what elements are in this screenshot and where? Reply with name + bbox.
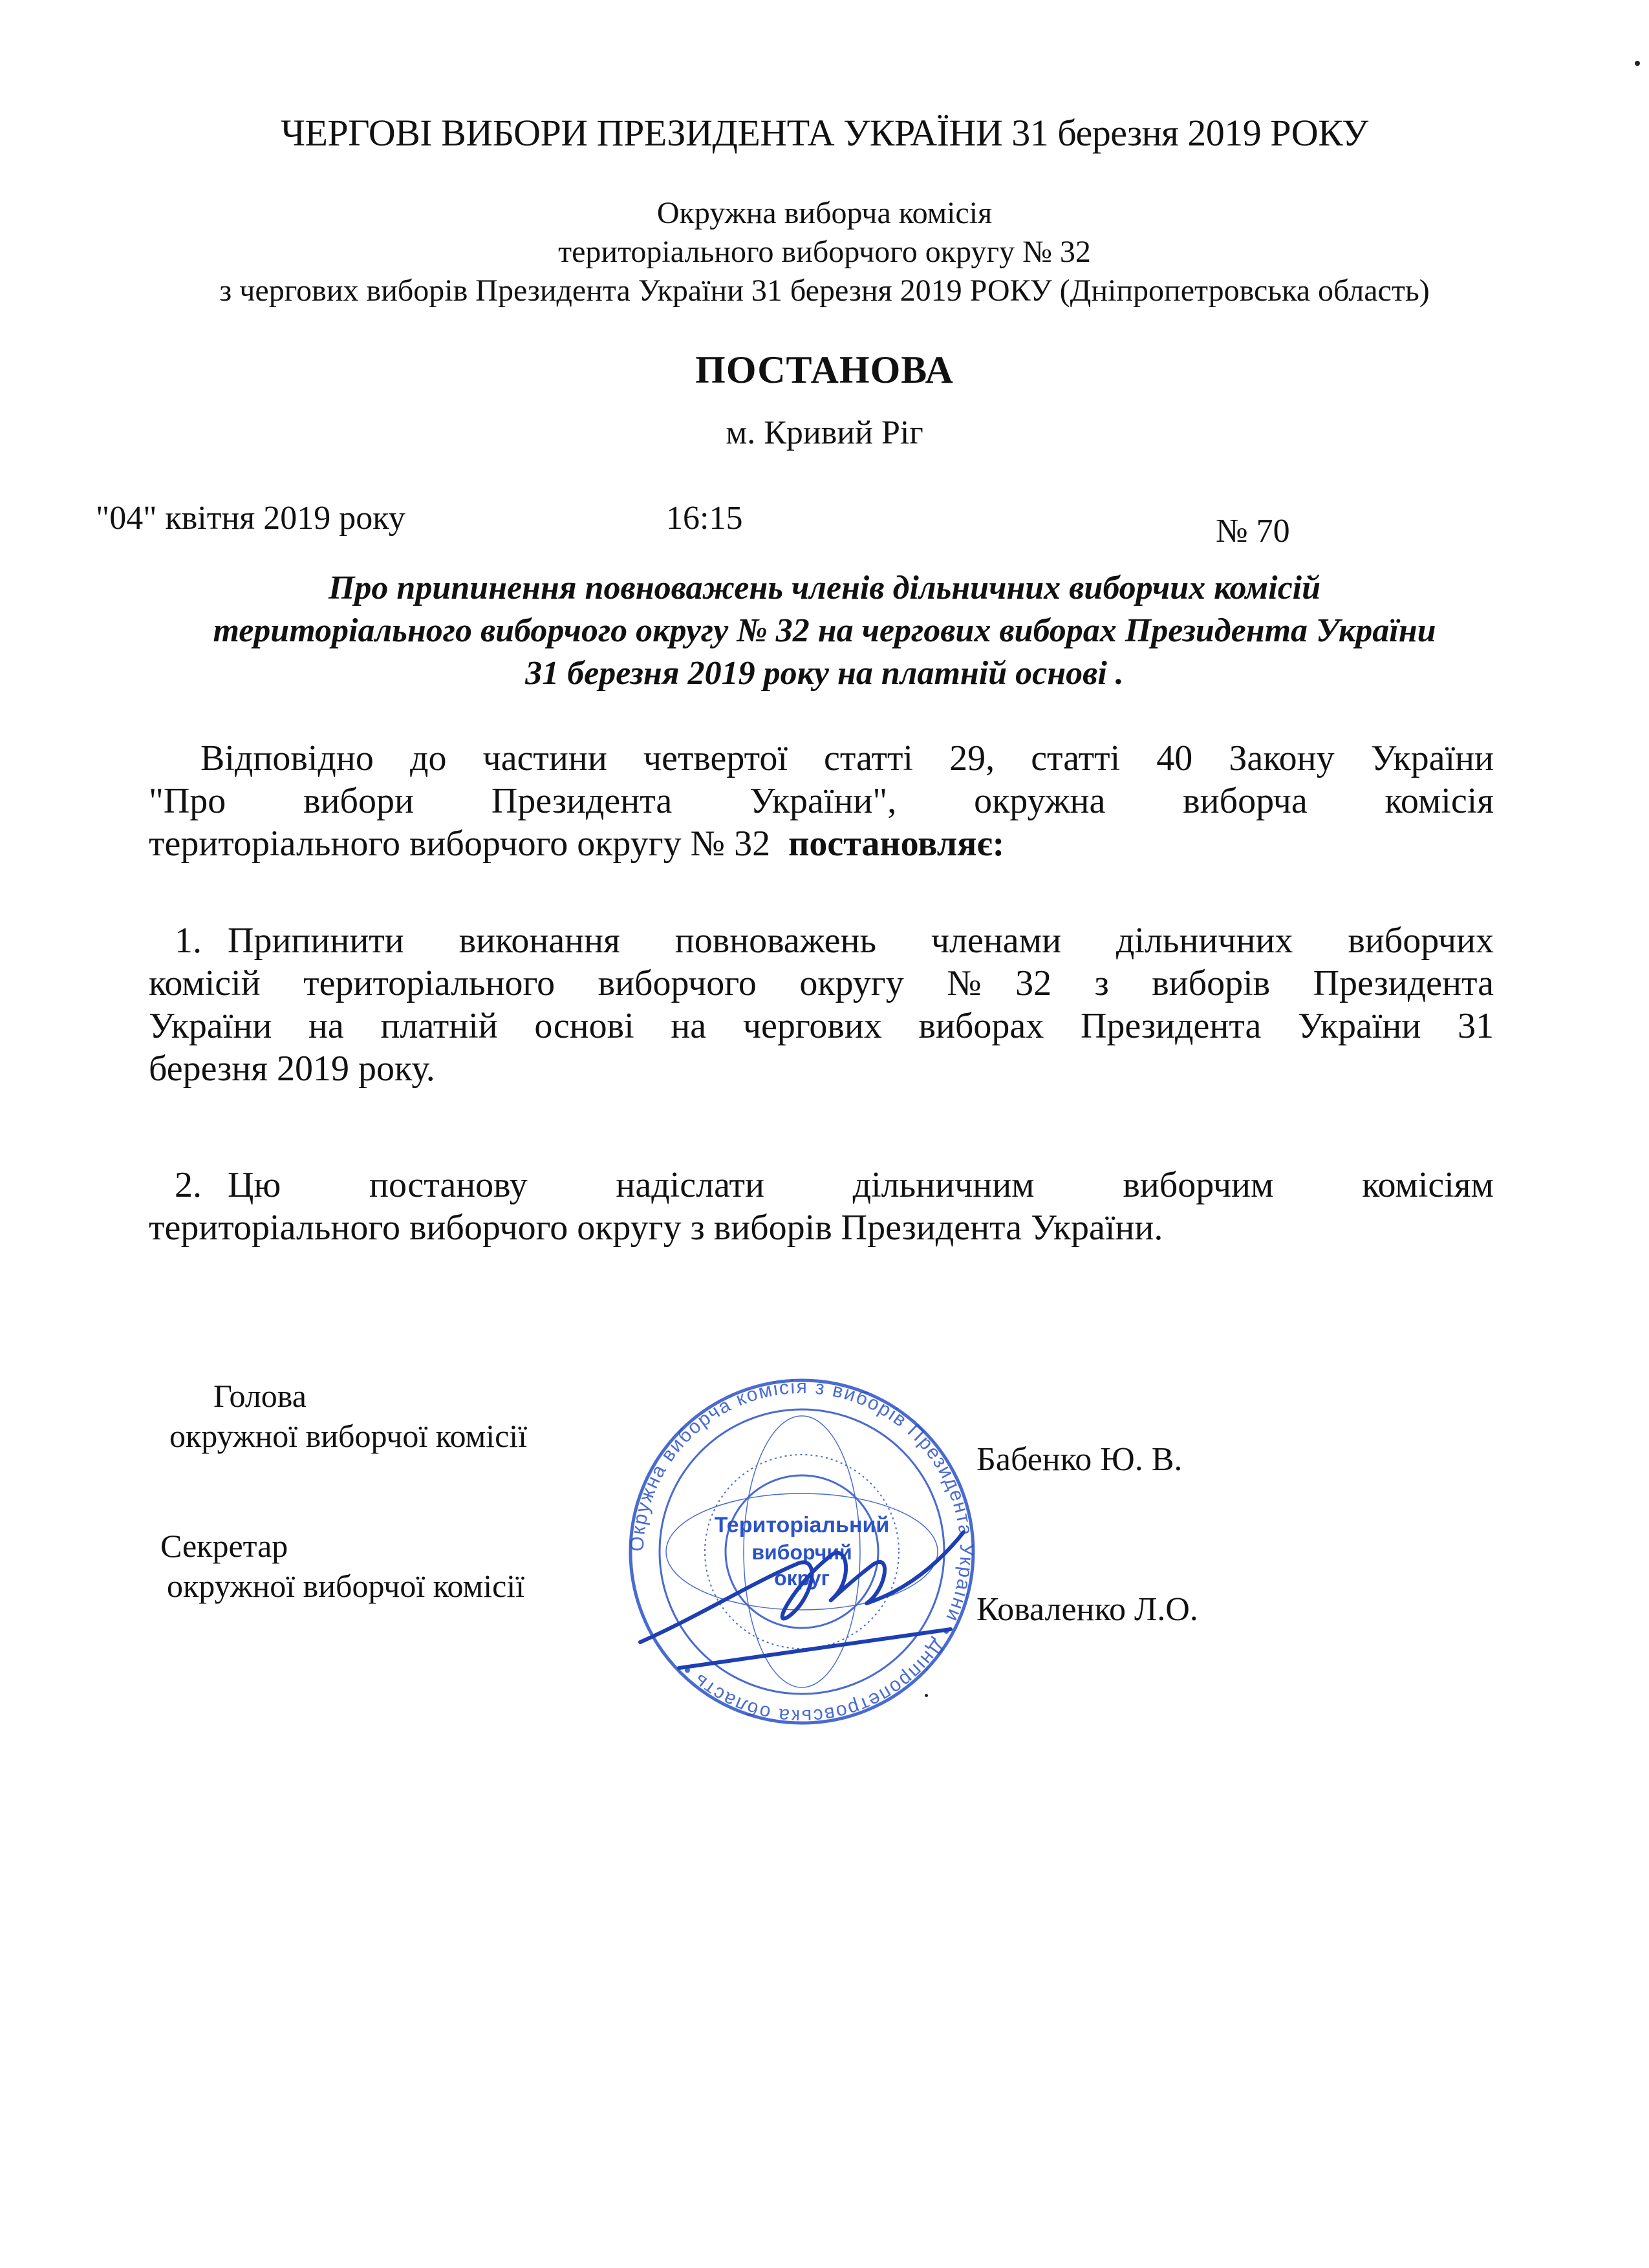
resolution-item-2 <box>149 1164 1494 1249</box>
secretary-name: Коваленко Л.О. <box>976 1591 1198 1628</box>
document-type: ПОСТАНОВА <box>695 348 954 391</box>
item-line: березня 2019 року. <box>149 1049 435 1089</box>
preamble-paragraph <box>149 737 1494 865</box>
stamp-center-text: Територіальний <box>714 1513 890 1537</box>
item-line: України на платній основі на чергових виборах Президента України 31 <box>149 1006 1494 1046</box>
item-text: Цю постанову надіслати дільничним виборчим комісіям <box>228 1165 1494 1205</box>
preamble-line: "Про вибори Президента України", окружна виборча комісія <box>149 781 1494 821</box>
preamble-line <box>149 822 1494 865</box>
scan-speck <box>1635 61 1640 66</box>
subject-line: територіального виборчого округу № 32 на чергових виборах Президента України <box>213 612 1436 649</box>
commission-district: територіального виборчого округу № 32 <box>558 235 1091 269</box>
item-number: 2. <box>175 1165 202 1205</box>
subject-line: 31 березня 2019 року на платній основі . <box>525 655 1124 692</box>
scan-speck <box>925 1694 928 1697</box>
secretary-body: окружної виборчої комісії <box>167 1568 525 1604</box>
item-line <box>149 919 1494 962</box>
secretary-title: Секретар <box>160 1528 288 1564</box>
election-title: ЧЕРГОВІ ВИБОРИ ПРЕЗИДЕНТА УКРАЇНИ 31 березня 2019 РОКУ <box>281 112 1368 154</box>
stamp-center-text: округ <box>774 1567 830 1590</box>
preamble-text: територіального виборчого округу № 32 <box>149 824 771 864</box>
item-line: територіального виборчого округу з виборів Президента України. <box>149 1208 1163 1248</box>
preamble-line: Відповідно до частини четвертої статті 29, статті 40 Закону України <box>200 738 1494 778</box>
commission-election: з чергових виборів Президента України 31 березня 2019 РОКУ (Дніпропетровська область) <box>219 273 1430 308</box>
preamble-resolves: постановляє: <box>788 824 1005 864</box>
resolution-item-1 <box>149 919 1494 1090</box>
document-number: № 70 <box>1216 513 1290 550</box>
item-line <box>149 1164 1494 1206</box>
document-city: м. Кривий Ріг <box>726 414 923 451</box>
chair-title: Голова <box>213 1378 307 1414</box>
chair-name: Бабенко Ю. В. <box>976 1441 1183 1478</box>
document-date: "04" квітня 2019 року <box>96 500 405 537</box>
item-number: 1. <box>175 921 202 961</box>
official-stamp <box>601 1371 1002 1733</box>
item-text: Припинити виконання повноважень членами дільничних виборчих <box>228 921 1494 961</box>
chair-body: окружної виборчої комісії <box>169 1418 528 1454</box>
stamp-center-text: виборчий <box>751 1541 852 1564</box>
item-line: комісій територіального виборчого округу №32 з виборів Президента <box>149 963 1494 1003</box>
subject-line: Про припинення повноважень членів дільничних виборчих комісій <box>328 570 1321 606</box>
commission-name: Окружна виборча комісія <box>656 196 993 230</box>
stamp-ring-text: Окружна виборча комісія з виборів Президента України • Дніпропетровська область • <box>626 1376 978 1728</box>
document-time: 16:15 <box>666 500 743 537</box>
